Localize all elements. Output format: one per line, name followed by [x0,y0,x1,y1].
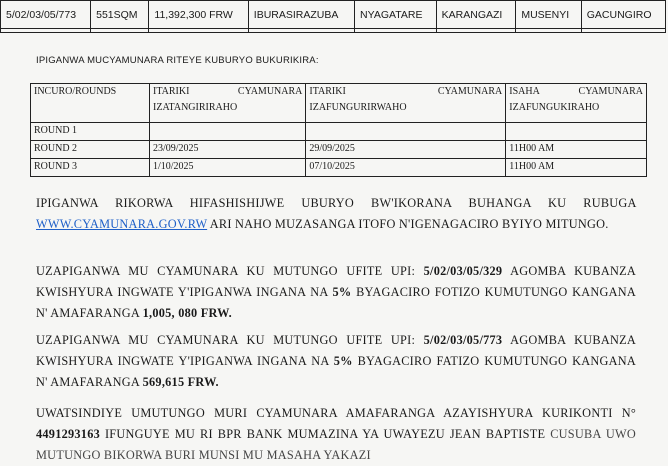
property-table [0,0,666,33]
deposit-amount: 569,615 FRW. [142,375,219,389]
deposit-amount: 1,005, 080 FRW. [142,306,232,320]
upi-cell: 5/02/03/05/773 [1,1,91,29]
cell-cell: MUSENYI [516,1,581,29]
table-bottom-edge [1,29,666,33]
upi-number: 5/02/03/05/773 [423,333,503,347]
section-title: IPIGANWA MUCYAMUNARA RITEYE KUBURYO BUKURIKIRA: [36,55,319,66]
rounds-table [30,83,647,177]
area-cell: 551SQM [91,1,149,29]
table-row: ROUND 1 [31,123,647,141]
province-cell: IBURASIRAZUBA [248,1,354,29]
district-cell: NYAGATARE [355,1,437,29]
village-cell: GACUNGIRO [581,1,665,29]
header-end-date: ITARIKI CYAMUNARA IZAFUNGURIRWAHO [306,84,506,123]
online-auction-paragraph: IPIGANWA RIKORWA HIFASHISHIJWE UBURYO BW'IKORANA BUHANGA KU RUBUGA WWW.CYAMUNARA.GOV.RW ARI NAHO MUZASANGA ITOFO N'IGENAGACIRO BYIYO MITUNGO. [36,196,636,231]
deposit-paragraph-773: UZAPIGANWA MU CYAMUNARA KU MUTUNGO UFITE UPI: 5/02/03/05/773 AGOMBA KUBANZA KWISHYURA INGWATE Y'IPIGANWA INGANA NA 5% BYAGACIRO FATIZO KUMUTUNGO KANGANA N' AMAFARANGA 569,615 FRW. [36,333,636,389]
header-opening-time: ISAHA CYAMUNARA IZAFUNGUKIRAHO [506,84,647,123]
rounds-header-row [31,84,647,123]
deposit-paragraph-329: UZAPIGANWA MU CYAMUNARA KU MUTUNGO UFITE UPI: 5/02/03/05/329 AGOMBA KUBANZA KWISHYURA INGWATE Y'IPIGANWA INGANA NA 5% BYAGACIRO FOTIZO KUMUTUNGO KANGANA N' AMAFARANGA 1,005, 080 FRW. [36,264,637,320]
table-row: ROUND 3 1/10/2025 07/10/2025 11H00 AM [31,159,647,177]
sector-cell: KARANGAZI [436,1,516,29]
value-cell: 11,392,300 FRW [149,1,248,29]
table-row: ROUND 2 23/09/2025 29/09/2025 11H00 AM [31,141,647,159]
header-rounds: INCURO/ROUNDS [31,84,150,123]
property-row [1,1,666,29]
account-number: 4491293163 [36,427,100,441]
payment-paragraph: UWATSINDIYE UMUTUNGO MURI CYAMUNARA AMAFARANGA AZAYISHYURA KURIKONTI N° 4491293163 IFUNGUYE MU RI BPR BANK MUMAZINA YA UWAYEZU JEAN BAPTISTE CUSUBA UWO MUTUNGO BIKORWA BURI MUNSI MU MASAHA YAKAZI [36,406,636,462]
cyamunara-link[interactable]: WWW.CYAMUNARA.GOV.RW [36,217,208,231]
upi-number: 5/02/03/05/329 [423,264,503,278]
header-start-date: ITARIKI CYAMUNARA IZATANGIRIRAHO [150,84,306,123]
